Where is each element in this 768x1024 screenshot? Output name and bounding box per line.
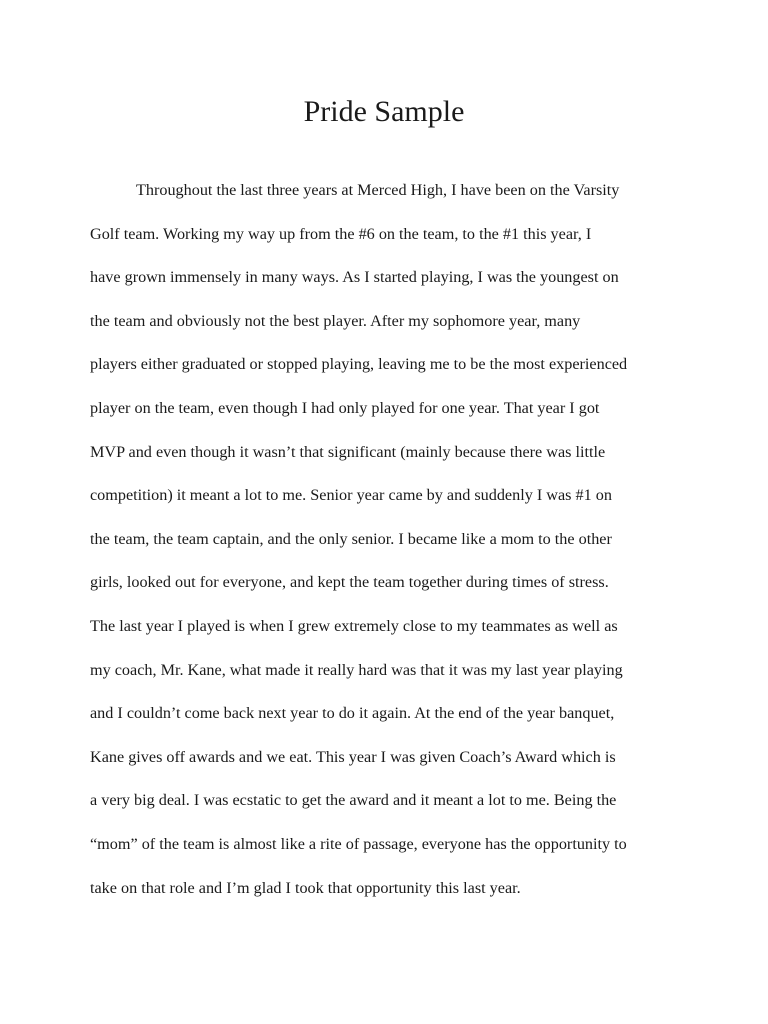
body-line: the team and obviously not the best player. After my sophomore year, many	[90, 311, 581, 330]
body-line: and I couldn’t come back next year to do it again. At the end of the year banquet,	[90, 704, 615, 723]
body-line: a very big deal. I was ecstatic to get the award and it meant a lot to me. Being the	[90, 791, 617, 810]
body-line: “mom” of the team is almost like a rite of passage, everyone has the opportunity to	[90, 834, 627, 853]
body-line: my coach, Mr. Kane, what made it really hard was that it was my last year playing	[90, 660, 623, 679]
body-line: player on the team, even though I had only played for one year. That year I got	[90, 398, 600, 417]
body-line: have grown immensely in many ways. As I started playing, I was the youngest on	[90, 268, 619, 287]
body-line: MVP and even though it wasn’t that significant (mainly because there was little	[90, 442, 606, 461]
body-line: Kane gives off awards and we eat. This year I was given Coach’s Award which is	[90, 747, 616, 766]
body-line: Throughout the last three years at Merced High, I have been on the Varsity	[136, 181, 620, 199]
body-line: take on that role and I’m glad I took that opportunity this last year.	[90, 878, 521, 897]
document-title: Pride Sample	[303, 95, 465, 128]
body-line: the team, the team captain, and the only senior. I became like a mom to the other	[90, 529, 612, 548]
body-line: The last year I played is when I grew extremely close to my teammates as well as	[90, 616, 618, 635]
body-line: girls, looked out for everyone, and kept the team together during times of stress.	[90, 573, 609, 592]
body-line: competition) it meant a lot to me. Senior year came by and suddenly I was #1 on	[90, 486, 612, 505]
document-body	[90, 172, 690, 913]
body-line: Golf team. Working my way up from the #6 on the team, to the #1 this year, I	[90, 224, 592, 243]
body-line: players either graduated or stopped playing, leaving me to be the most experienced	[90, 355, 628, 374]
